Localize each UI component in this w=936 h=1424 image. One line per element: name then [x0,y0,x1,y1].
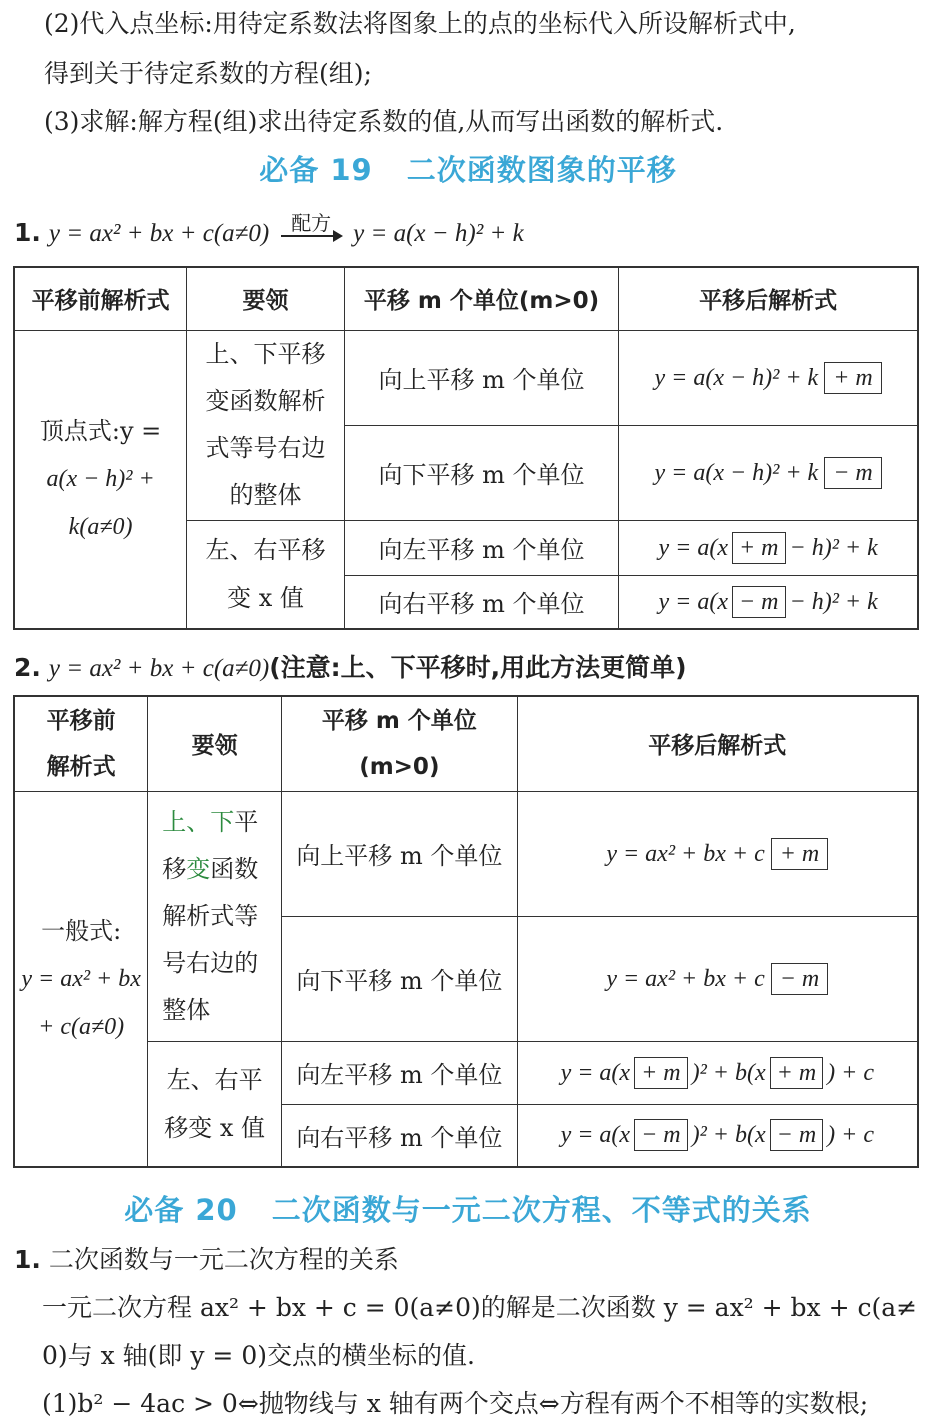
result-up [619,330,918,425]
boxed-term: − m [732,586,786,618]
intro-line-3: (3)求解:解方程(组)求出待定系数的值,从而写出函数的解析式. [44,107,724,136]
result-down [517,916,918,1041]
s20-item-1-number: 1. [14,1245,41,1274]
table-vertex-translation [13,266,919,630]
intro-line-1: (2)代入点坐标:用待定系数法将图象上的点的坐标代入所设解析式中, [44,9,796,38]
shift-right: 向右平移 m 个单位 [282,1104,518,1167]
shift-left: 向左平移 m 个单位 [282,1041,518,1104]
header-shift: 平移 m 个单位(m>0) [344,267,618,330]
result-right [619,575,918,629]
boxed-term: + m [770,1057,824,1089]
section-19-label: 必备 19 [259,153,373,187]
shift-down: 向下平移 m 个单位 [282,916,518,1041]
header-post-formula: 平移后解析式 [619,267,918,330]
arrow-label: 配方 [291,210,332,235]
result-expr: y = a(x [560,1059,631,1086]
section-20-title [0,1188,936,1229]
tip-green: 上、下 [162,807,235,836]
header-line: (m>0) [359,753,440,780]
result-expr: y = a(x − h)² + k [654,364,819,391]
tip-text: 移 [162,854,187,883]
header-line: 解析式 [46,753,116,780]
boxed-term: + m [771,838,829,870]
result-expr: − h)² + k [789,534,878,561]
header-key-point: 要领 [187,267,345,330]
shift-up: 向上平移 m 个单位 [282,791,518,916]
result-expr: )² + b(x [691,1059,766,1086]
general-form-line: y = ax² + bx [21,965,141,992]
boxed-term: − m [770,1119,824,1151]
vertex-form-line: a(x − h)² + [46,466,155,493]
vertex-form-line: 顶点式:y = [39,417,162,446]
tip-line: 上、下平移 [205,340,326,368]
result-expr: y = a(x [658,534,728,561]
tip-line [162,799,281,846]
header-line: 平移前 [46,707,116,734]
boxed-term: + m [732,532,786,564]
table-general-translation [13,695,919,1168]
tip-text: 函数 [210,854,259,883]
header-line: 平移 m 个单位 [321,707,477,734]
section-19-title [0,148,936,189]
section-20-label: 必备 20 [124,1193,238,1227]
result-expr: ) + c [827,1059,874,1086]
tip-line: 的整体 [229,481,302,509]
shift-down: 向下平移 m 个单位 [344,425,618,520]
tip-line: 整体 [162,995,211,1024]
tip-line: 式等号右边 [205,434,326,462]
tip-up-down [187,330,345,520]
complete-square-arrow [281,210,341,237]
header-key-point: 要领 [148,696,282,791]
tip-line: 变 x 值 [227,584,304,613]
boxed-term: − m [824,457,882,489]
result-left [619,520,918,575]
item-2-heading [14,648,687,684]
tip-line: 左、右平 [166,1065,263,1094]
header-post-formula: 平移后解析式 [517,696,918,791]
item-2-formula: y = ax² + bx + c(a≠0) [48,655,270,682]
tip-left-right [187,520,345,629]
tip-line: 号右边的 [162,948,259,977]
s20-line-2: 0)与 x 轴(即 y = 0)交点的横坐标的值. [42,1341,475,1370]
item-2-number: 2. [14,653,41,682]
s20-line-1: 一元二次方程 ax² + bx + c = 0(a≠0)的解是二次函数 y = ax² + bx + c(a≠ [42,1293,918,1322]
result-expr: ) + c [827,1122,874,1149]
boxed-term: + m [634,1057,688,1089]
tip-text: 平 [234,807,259,836]
boxed-term: − m [771,963,829,995]
general-form-cell [14,791,148,1167]
result-expr: y = ax² + bx + c [606,965,765,992]
boxed-term: − m [634,1119,688,1151]
shift-left: 向左平移 m 个单位 [344,520,618,575]
section-20-heading: 二次函数与一元二次方程、不等式的关系 [271,1193,812,1227]
shift-right: 向右平移 m 个单位 [344,575,618,629]
vertex-form-cell [14,330,187,629]
item-1-vertex-form: y = a(x − h)² + k [353,220,524,247]
s20-item-1-title: 二次函数与一元二次方程的关系 [48,1245,399,1274]
item-1-formula [14,210,524,248]
item-1-number: 1. [14,218,41,247]
result-expr: y = ax² + bx + c [606,840,765,867]
general-form-line: + c(a≠0) [38,1013,125,1040]
right-arrow-icon [281,235,341,237]
tip-left-right [148,1041,282,1167]
s20-item-1-heading [14,1240,399,1276]
result-left [517,1041,918,1104]
s20-line-3: (1)b² − 4ac > 0⇔抛物线与 x 轴有两个交点⇔方程有两个不相等的实数根; [42,1389,869,1418]
result-right [517,1104,918,1167]
result-expr: )² + b(x [691,1122,766,1149]
header-pre-formula: 平移前解析式 [14,267,187,330]
result-expr: − h)² + k [789,588,878,615]
section-19-heading: 二次函数图象的平移 [406,153,677,187]
tip-line: 移变 x 值 [164,1113,266,1142]
header-shift [282,696,518,791]
intro-line-2: 得到关于待定系数的方程(组); [44,59,372,88]
item-2-note: (注意:上、下平移时,用此方法更简单) [269,653,687,682]
result-expr: y = a(x [560,1122,631,1149]
tip-green: 变 [186,854,211,883]
tip-line: 解析式等 [162,901,259,930]
result-up [517,791,918,916]
result-expr: y = a(x [658,588,728,615]
boxed-term: + m [824,362,882,394]
result-down [619,425,918,520]
result-expr: y = a(x − h)² + k [654,459,819,486]
tip-line: 变函数解析 [205,387,326,415]
vertex-form-line: k(a≠0) [68,514,133,541]
item-1-standard-form: y = ax² + bx + c(a≠0) [48,220,270,247]
tip-up-down [148,791,282,1041]
tip-line [162,846,281,893]
tip-line: 左、右平移 [205,536,326,565]
shift-up: 向上平移 m 个单位 [344,330,618,425]
general-form-line: 一般式: [41,916,122,945]
header-pre-formula [14,696,148,791]
